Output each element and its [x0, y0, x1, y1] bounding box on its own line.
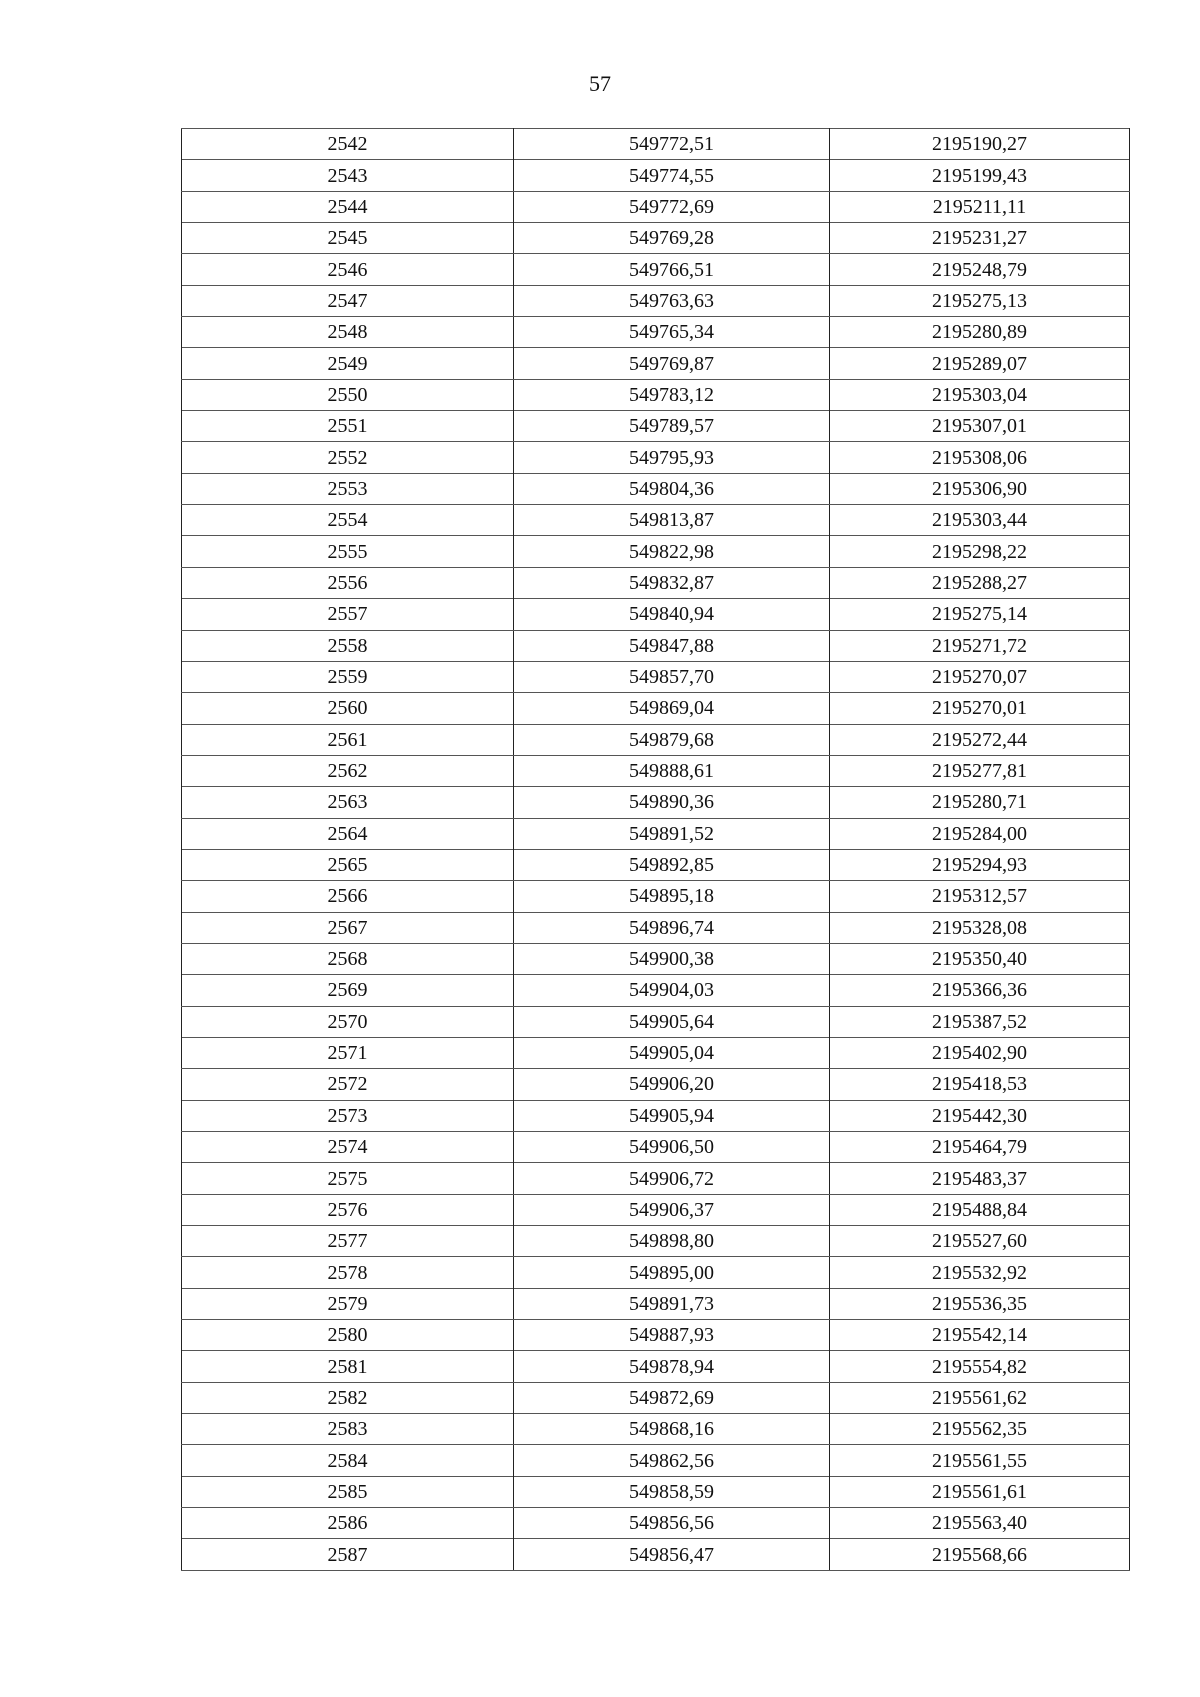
point-number-cell: 2568: [182, 943, 514, 974]
table-row: [182, 442, 1130, 473]
table-row: [182, 1069, 1130, 1100]
y-coordinate-cell: 2195303,04: [830, 379, 1130, 410]
page-number: 57: [589, 71, 611, 96]
table-row: [182, 1414, 1130, 1445]
point-number-cell: 2557: [182, 599, 514, 630]
point-number-cell: 2561: [182, 724, 514, 755]
table-row: [182, 787, 1130, 818]
y-coordinate-cell: 2195275,13: [830, 285, 1130, 316]
y-coordinate-cell: 2195554,82: [830, 1351, 1130, 1382]
point-number-cell: 2580: [182, 1320, 514, 1351]
table-row: [182, 1351, 1130, 1382]
x-coordinate-cell: 549905,64: [514, 1006, 830, 1037]
point-number-cell: 2566: [182, 881, 514, 912]
x-coordinate-cell: 549774,55: [514, 160, 830, 191]
x-coordinate-cell: 549804,36: [514, 473, 830, 504]
point-number-cell: 2542: [182, 129, 514, 160]
y-coordinate-cell: 2195271,72: [830, 630, 1130, 661]
point-number-cell: 2554: [182, 505, 514, 536]
y-coordinate-cell: 2195488,84: [830, 1194, 1130, 1225]
y-coordinate-cell: 2195532,92: [830, 1257, 1130, 1288]
table-row: [182, 317, 1130, 348]
table-row: [182, 1037, 1130, 1068]
coordinates-table-body: [182, 129, 1130, 1571]
table-row: [182, 1508, 1130, 1539]
x-coordinate-cell: 549813,87: [514, 505, 830, 536]
point-number-cell: 2570: [182, 1006, 514, 1037]
x-coordinate-cell: 549891,73: [514, 1288, 830, 1319]
y-coordinate-cell: 2195289,07: [830, 348, 1130, 379]
point-number-cell: 2549: [182, 348, 514, 379]
point-number-cell: 2560: [182, 693, 514, 724]
point-number-cell: 2579: [182, 1288, 514, 1319]
point-number-cell: 2576: [182, 1194, 514, 1225]
point-number-cell: 2562: [182, 755, 514, 786]
x-coordinate-cell: 549769,28: [514, 223, 830, 254]
point-number-cell: 2543: [182, 160, 514, 191]
x-coordinate-cell: 549895,00: [514, 1257, 830, 1288]
point-number-cell: 2548: [182, 317, 514, 348]
point-number-cell: 2587: [182, 1539, 514, 1570]
y-coordinate-cell: 2195231,27: [830, 223, 1130, 254]
table-row: [182, 348, 1130, 379]
point-number-cell: 2547: [182, 285, 514, 316]
x-coordinate-cell: 549895,18: [514, 881, 830, 912]
x-coordinate-cell: 549892,85: [514, 849, 830, 880]
point-number-cell: 2584: [182, 1445, 514, 1476]
x-coordinate-cell: 549905,04: [514, 1037, 830, 1068]
y-coordinate-cell: 2195303,44: [830, 505, 1130, 536]
y-coordinate-cell: 2195280,89: [830, 317, 1130, 348]
x-coordinate-cell: 549772,69: [514, 191, 830, 222]
y-coordinate-cell: 2195270,01: [830, 693, 1130, 724]
table-row: [182, 849, 1130, 880]
point-number-cell: 2578: [182, 1257, 514, 1288]
point-number-cell: 2581: [182, 1351, 514, 1382]
table-row: [182, 1539, 1130, 1570]
x-coordinate-cell: 549900,38: [514, 943, 830, 974]
y-coordinate-cell: 2195542,14: [830, 1320, 1130, 1351]
table-row: [182, 975, 1130, 1006]
point-number-cell: 2551: [182, 411, 514, 442]
y-coordinate-cell: 2195562,35: [830, 1414, 1130, 1445]
y-coordinate-cell: 2195306,90: [830, 473, 1130, 504]
y-coordinate-cell: 2195248,79: [830, 254, 1130, 285]
table-row: [182, 1100, 1130, 1131]
x-coordinate-cell: 549891,52: [514, 818, 830, 849]
x-coordinate-cell: 549868,16: [514, 1414, 830, 1445]
table-row: [182, 191, 1130, 222]
point-number-cell: 2544: [182, 191, 514, 222]
y-coordinate-cell: 2195563,40: [830, 1508, 1130, 1539]
y-coordinate-cell: 2195284,00: [830, 818, 1130, 849]
x-coordinate-cell: 549769,87: [514, 348, 830, 379]
x-coordinate-cell: 549896,74: [514, 912, 830, 943]
x-coordinate-cell: 549857,70: [514, 661, 830, 692]
x-coordinate-cell: 549847,88: [514, 630, 830, 661]
point-number-cell: 2586: [182, 1508, 514, 1539]
y-coordinate-cell: 2195272,44: [830, 724, 1130, 755]
table-row: [182, 379, 1130, 410]
point-number-cell: 2585: [182, 1476, 514, 1507]
table-row: [182, 1257, 1130, 1288]
x-coordinate-cell: 549898,80: [514, 1226, 830, 1257]
y-coordinate-cell: 2195442,30: [830, 1100, 1130, 1131]
x-coordinate-cell: 549906,37: [514, 1194, 830, 1225]
table-row: [182, 505, 1130, 536]
table-row: [182, 1163, 1130, 1194]
x-coordinate-cell: 549795,93: [514, 442, 830, 473]
x-coordinate-cell: 549858,59: [514, 1476, 830, 1507]
x-coordinate-cell: 549888,61: [514, 755, 830, 786]
y-coordinate-cell: 2195561,62: [830, 1382, 1130, 1413]
table-row: [182, 223, 1130, 254]
x-coordinate-cell: 549862,56: [514, 1445, 830, 1476]
point-number-cell: 2546: [182, 254, 514, 285]
x-coordinate-cell: 549905,94: [514, 1100, 830, 1131]
x-coordinate-cell: 549872,69: [514, 1382, 830, 1413]
table-row: [182, 599, 1130, 630]
x-coordinate-cell: 549822,98: [514, 536, 830, 567]
point-number-cell: 2559: [182, 661, 514, 692]
point-number-cell: 2582: [182, 1382, 514, 1413]
y-coordinate-cell: 2195527,60: [830, 1226, 1130, 1257]
point-number-cell: 2583: [182, 1414, 514, 1445]
table-row: [182, 1194, 1130, 1225]
table-row: [182, 1226, 1130, 1257]
point-number-cell: 2552: [182, 442, 514, 473]
x-coordinate-cell: 549856,56: [514, 1508, 830, 1539]
table-row: [182, 724, 1130, 755]
table-row: [182, 755, 1130, 786]
table-row: [182, 1320, 1130, 1351]
point-number-cell: 2565: [182, 849, 514, 880]
table-row: [182, 943, 1130, 974]
y-coordinate-cell: 2195312,57: [830, 881, 1130, 912]
table-row: [182, 1476, 1130, 1507]
point-number-cell: 2558: [182, 630, 514, 661]
y-coordinate-cell: 2195277,81: [830, 755, 1130, 786]
y-coordinate-cell: 2195298,22: [830, 536, 1130, 567]
y-coordinate-cell: 2195199,43: [830, 160, 1130, 191]
x-coordinate-cell: 549887,93: [514, 1320, 830, 1351]
x-coordinate-cell: 549763,63: [514, 285, 830, 316]
y-coordinate-cell: 2195308,06: [830, 442, 1130, 473]
point-number-cell: 2555: [182, 536, 514, 567]
y-coordinate-cell: 2195350,40: [830, 943, 1130, 974]
point-number-cell: 2569: [182, 975, 514, 1006]
y-coordinate-cell: 2195270,07: [830, 661, 1130, 692]
x-coordinate-cell: 549878,94: [514, 1351, 830, 1382]
y-coordinate-cell: 2195211,11: [830, 191, 1130, 222]
x-coordinate-cell: 549906,72: [514, 1163, 830, 1194]
y-coordinate-cell: 2195418,53: [830, 1069, 1130, 1100]
table-row: [182, 1132, 1130, 1163]
point-number-cell: 2563: [182, 787, 514, 818]
table-row: [182, 630, 1130, 661]
x-coordinate-cell: 549904,03: [514, 975, 830, 1006]
coordinates-table: [181, 128, 1130, 1571]
table-row: [182, 129, 1130, 160]
table-row: [182, 1006, 1130, 1037]
y-coordinate-cell: 2195366,36: [830, 975, 1130, 1006]
point-number-cell: 2556: [182, 567, 514, 598]
table-row: [182, 1445, 1130, 1476]
table-row: [182, 661, 1130, 692]
x-coordinate-cell: 549856,47: [514, 1539, 830, 1570]
point-number-cell: 2567: [182, 912, 514, 943]
table-row: [182, 881, 1130, 912]
point-number-cell: 2575: [182, 1163, 514, 1194]
table-row: [182, 818, 1130, 849]
point-number-cell: 2545: [182, 223, 514, 254]
table-row: [182, 567, 1130, 598]
y-coordinate-cell: 2195561,55: [830, 1445, 1130, 1476]
y-coordinate-cell: 2195402,90: [830, 1037, 1130, 1068]
table-row: [182, 254, 1130, 285]
y-coordinate-cell: 2195288,27: [830, 567, 1130, 598]
y-coordinate-cell: 2195464,79: [830, 1132, 1130, 1163]
x-coordinate-cell: 549890,36: [514, 787, 830, 818]
y-coordinate-cell: 2195190,27: [830, 129, 1130, 160]
x-coordinate-cell: 549766,51: [514, 254, 830, 285]
table-row: [182, 912, 1130, 943]
point-number-cell: 2564: [182, 818, 514, 849]
x-coordinate-cell: 549765,34: [514, 317, 830, 348]
y-coordinate-cell: 2195387,52: [830, 1006, 1130, 1037]
point-number-cell: 2571: [182, 1037, 514, 1068]
table-row: [182, 160, 1130, 191]
x-coordinate-cell: 549832,87: [514, 567, 830, 598]
x-coordinate-cell: 549783,12: [514, 379, 830, 410]
x-coordinate-cell: 549789,57: [514, 411, 830, 442]
y-coordinate-cell: 2195568,66: [830, 1539, 1130, 1570]
point-number-cell: 2573: [182, 1100, 514, 1131]
table-row: [182, 473, 1130, 504]
y-coordinate-cell: 2195280,71: [830, 787, 1130, 818]
table-row: [182, 536, 1130, 567]
point-number-cell: 2577: [182, 1226, 514, 1257]
table-row: [182, 1288, 1130, 1319]
table-row: [182, 1382, 1130, 1413]
y-coordinate-cell: 2195561,61: [830, 1476, 1130, 1507]
x-coordinate-cell: 549869,04: [514, 693, 830, 724]
point-number-cell: 2550: [182, 379, 514, 410]
point-number-cell: 2572: [182, 1069, 514, 1100]
y-coordinate-cell: 2195328,08: [830, 912, 1130, 943]
x-coordinate-cell: 549879,68: [514, 724, 830, 755]
table-row: [182, 693, 1130, 724]
y-coordinate-cell: 2195483,37: [830, 1163, 1130, 1194]
point-number-cell: 2553: [182, 473, 514, 504]
x-coordinate-cell: 549906,20: [514, 1069, 830, 1100]
table-row: [182, 411, 1130, 442]
x-coordinate-cell: 549840,94: [514, 599, 830, 630]
y-coordinate-cell: 2195294,93: [830, 849, 1130, 880]
table-row: [182, 285, 1130, 316]
y-coordinate-cell: 2195307,01: [830, 411, 1130, 442]
y-coordinate-cell: 2195536,35: [830, 1288, 1130, 1319]
point-number-cell: 2574: [182, 1132, 514, 1163]
x-coordinate-cell: 549906,50: [514, 1132, 830, 1163]
x-coordinate-cell: 549772,51: [514, 129, 830, 160]
y-coordinate-cell: 2195275,14: [830, 599, 1130, 630]
